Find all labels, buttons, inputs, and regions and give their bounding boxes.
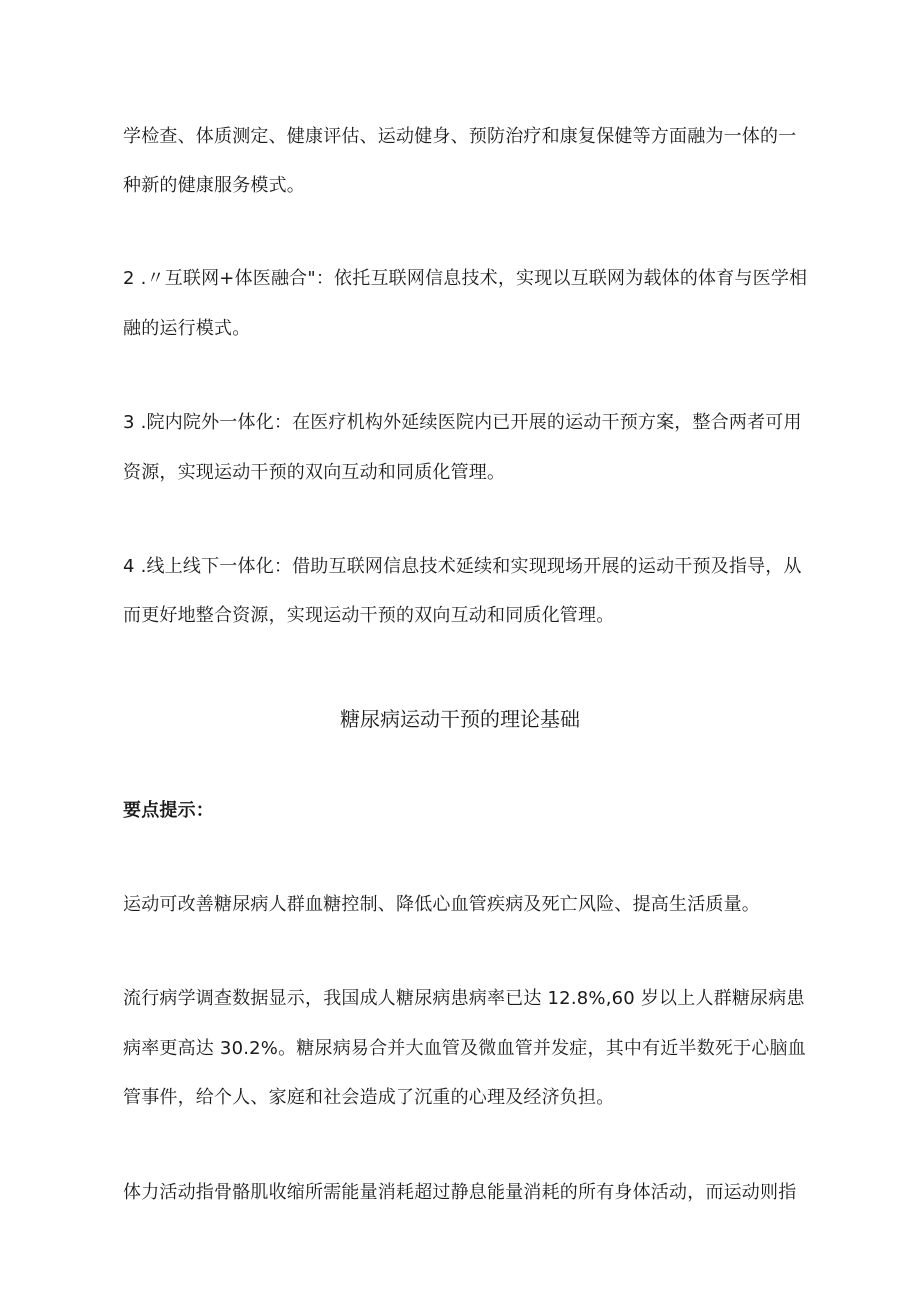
paragraph-line: 而更好地整合资源，实现运动干预的双向互动和同质化管理。	[123, 605, 615, 626]
paragraph-line: 学检查、体质测定、健康评估、运动健身、预防治疗和康复保健等方面融为一体的一	[123, 126, 797, 147]
paragraph-line: 资源，实现运动干预的双向互动和同质化管理。	[123, 462, 506, 483]
paragraph-line: 运动可改善糖尿病人群血糖控制、降低心血管疾病及死亡风险、提高生活质量。	[123, 894, 760, 915]
paragraph-line: 体力活动指骨骼肌收缩所需能量消耗超过静息能量消耗的所有身体活动，而运动则指	[123, 1182, 797, 1203]
key-points-label: 要点提示：	[123, 800, 214, 821]
paragraph-line: 3 .院内院外一体化：在医疗机构外延续医院内已开展的运动干预方案，整合两者可用	[123, 412, 802, 433]
paragraph-line: 流行病学调查数据显示，我国成人糖尿病患病率已达 12.8%,60 岁以上人群糖尿病患	[123, 988, 805, 1009]
section-title: 糖尿病运动干预的理论基础	[340, 707, 580, 731]
paragraph-line: 融的运行模式。	[123, 318, 251, 339]
paragraph-line: 种新的健康服务模式。	[123, 175, 305, 196]
paragraph-line: 4 .线上线下一体化：借助互联网信息技术延续和实现现场开展的运动干预及指导，从	[123, 556, 802, 577]
paragraph-line: 病率更高达 30.2%。糖尿病易合并大血管及微血管并发症，其中有近半数死于心脑血	[123, 1038, 806, 1059]
paragraph-line: 管事件，给个人、家庭和社会造成了沉重的心理及经济负担。	[123, 1087, 615, 1108]
paragraph-line: 2 .〃互联网+体医融合"：依托互联网信息技术，实现以互联网为载体的体育与医学相	[123, 268, 808, 289]
